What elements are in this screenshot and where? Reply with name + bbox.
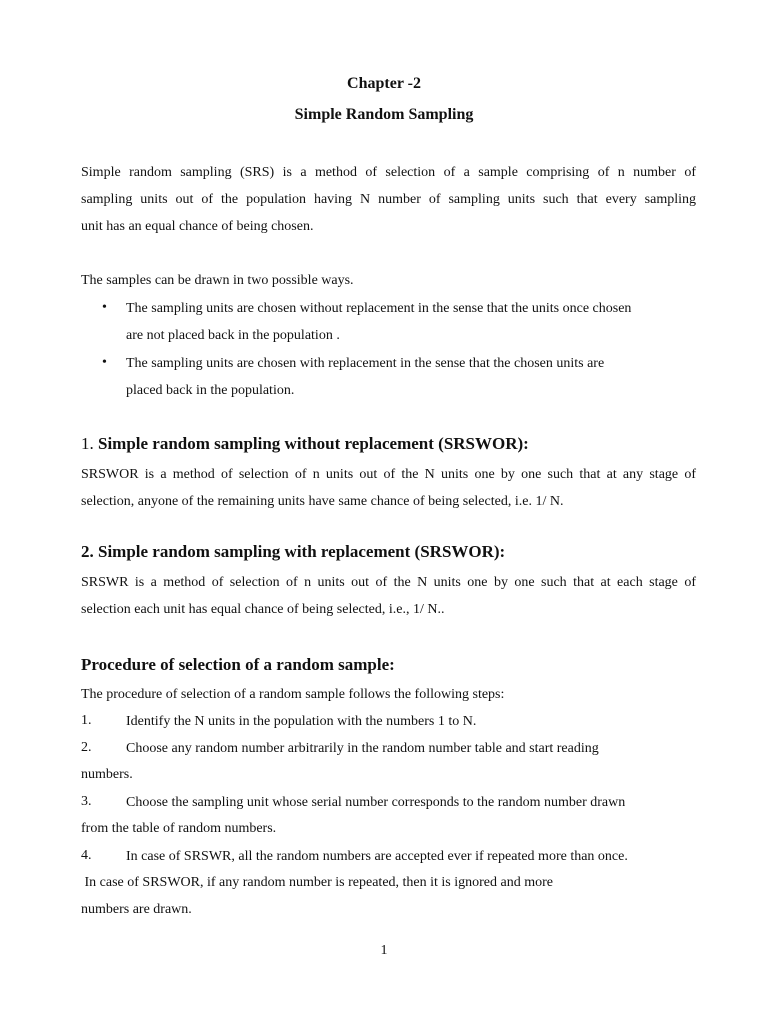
bullet-2-line-1: The sampling units are chosen with replacement in the sense that the chosen units are: [126, 356, 605, 371]
bullet-icon: •: [102, 355, 107, 370]
section-1-line-2: selection, anyone of the remaining units have same chance of being selected, i.e. 1/ N.: [81, 494, 564, 509]
intro-line-1: Simple random sampling (SRS) is a method of selection of a sample comprising of n number of: [81, 165, 696, 180]
bullet-1-line-1: The sampling units are chosen without replacement in the sense that the units once chosen: [126, 301, 632, 316]
step-number: 1.: [81, 713, 92, 728]
step-continuation: from the table of random numbers.: [81, 821, 277, 836]
section-1-number: 1.: [81, 434, 94, 453]
section-1-heading: [81, 434, 529, 454]
section-2-line-2: selection each unit has equal chance of being selected, i.e., 1/ N..: [81, 602, 445, 617]
step-number: 4.: [81, 848, 92, 863]
step-number: 3.: [81, 794, 92, 809]
bullet-2-line-2: placed back in the population.: [126, 383, 295, 398]
section-1-line-1: SRSWOR is a method of selection of n units out of the N units one by one such that at any stage of: [81, 467, 696, 482]
page-number: 1: [380, 943, 388, 958]
section-2-line-1: SRSWR is a method of selection of n units out of the N units one by one such that at each stage of: [81, 575, 696, 590]
step-text: Choose the sampling unit whose serial number corresponds to the random number drawn: [126, 795, 626, 810]
ways-lead: The samples can be drawn in two possible ways.: [81, 273, 354, 288]
chapter-label: Chapter -2: [347, 75, 421, 92]
intro-line-2: sampling units out of the population having N number of sampling units such that every sampling: [81, 192, 696, 207]
procedure-extra-line-2: numbers are drawn.: [81, 902, 192, 917]
step-continuation: numbers.: [81, 767, 133, 782]
procedure-extra-line-1: In case of SRSWOR, if any random number is repeated, then it is ignored and more: [81, 875, 553, 890]
intro-line-3: unit has an equal chance of being chosen.: [81, 219, 314, 234]
step-text: In case of SRSWR, all the random numbers are accepted ever if repeated more than once.: [126, 849, 628, 864]
step-text: Choose any random number arbitrarily in the random number table and start reading: [126, 741, 599, 756]
section-1-title: Simple random sampling without replacement (SRSWOR):: [98, 434, 529, 453]
procedure-lead: The procedure of selection of a random sample follows the following steps:: [81, 687, 505, 702]
bullet-icon: •: [102, 300, 107, 315]
section-2-heading: 2. Simple random sampling with replacement (SRSWOR):: [81, 542, 506, 561]
bullet-1-line-2: are not placed back in the population .: [126, 328, 340, 343]
page-title: Simple Random Sampling: [294, 106, 474, 123]
procedure-heading: Procedure of selection of a random sample:: [81, 655, 395, 674]
step-text: Identify the N units in the population with the numbers 1 to N.: [126, 714, 477, 729]
step-number: 2.: [81, 740, 92, 755]
